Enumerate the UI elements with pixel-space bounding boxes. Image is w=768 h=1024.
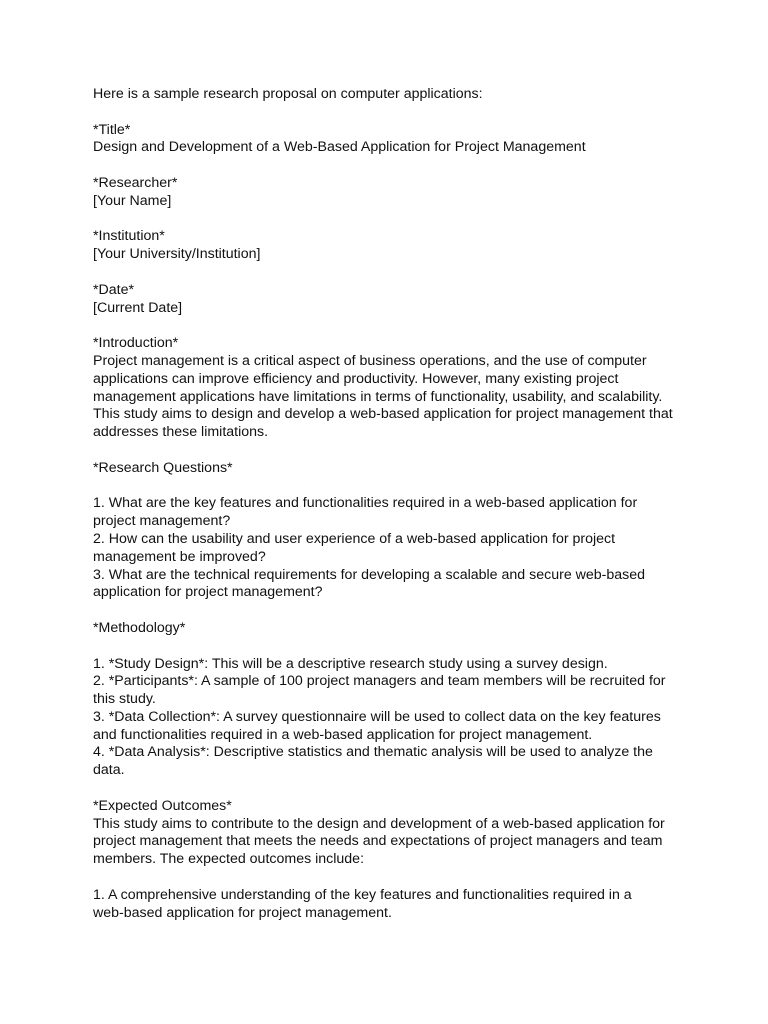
spacer	[93, 869, 693, 887]
expected-outcomes-line: project management that meets the needs and expectations of project managers and team	[93, 833, 663, 850]
spacer	[93, 264, 693, 282]
methodology-line: 3. *Data Collection*: A survey questionnaire will be used to collect data on the key features	[93, 708, 661, 725]
spacer	[93, 780, 693, 798]
introduction-line: This study aims to design and develop a web-based application for project management that	[93, 406, 673, 423]
introduction-line: applications can improve efficiency and productivity. However, many existing project	[93, 370, 619, 387]
spacer	[93, 478, 693, 496]
research-question-line: project management?	[93, 513, 231, 530]
research-question-line: 2. How can the usability and user experience of a web-based application for project	[93, 530, 616, 547]
date-heading: *Date*	[93, 281, 135, 298]
spacer	[93, 317, 693, 335]
research-question-line: management be improved?	[93, 548, 266, 565]
date-text: [Current Date]	[93, 299, 183, 316]
spacer	[93, 104, 693, 122]
researcher-heading: *Researcher*	[93, 174, 178, 191]
spacer	[93, 157, 693, 175]
research-question-line: 3. What are the technical requirements for developing a scalable and secure web-based	[93, 566, 646, 583]
research-question-line: application for project management?	[93, 584, 323, 601]
expected-outcomes-heading: *Expected Outcomes*	[93, 797, 232, 814]
methodology-line: 1. *Study Design*: This will be a descriptive research study using a survey design.	[93, 655, 608, 672]
expected-outcomes-line: members. The expected outcomes include:	[93, 851, 365, 868]
methodology-line: data.	[93, 762, 125, 779]
introduction-heading: *Introduction*	[93, 335, 179, 352]
document-body	[93, 86, 693, 922]
spacer	[93, 442, 693, 460]
research-question-line: 1. What are the key features and functionalities required in a web-based application for	[93, 495, 638, 512]
researcher-text: [Your Name]	[93, 192, 172, 209]
introduction-line: Project management is a critical aspect of business operations, and the use of computer	[93, 352, 647, 369]
introduction-line: management applications have limitations in terms of functionality, usability, and scalability.	[93, 388, 663, 405]
methodology-line: this study.	[93, 691, 156, 708]
outcome-list-line: web-based application for project management.	[93, 904, 392, 921]
spacer	[93, 211, 693, 229]
spacer	[93, 638, 693, 656]
outcome-list-line: 1. A comprehensive understanding of the key features and functionalities required in a	[93, 886, 632, 903]
institution-heading: *Institution*	[93, 228, 165, 245]
methodology-heading: *Methodology*	[93, 619, 186, 636]
title-heading: *Title*	[93, 121, 131, 138]
research-questions-heading: *Research Questions*	[93, 459, 233, 476]
methodology-line: 4. *Data Analysis*: Descriptive statistics and thematic analysis will be used to analyze the	[93, 744, 653, 761]
title-text: Design and Development of a Web-Based Application for Project Management	[93, 139, 586, 156]
spacer	[93, 602, 693, 620]
introduction-line: addresses these limitations.	[93, 424, 269, 441]
expected-outcomes-line: This study aims to contribute to the design and development of a web-based application for	[93, 815, 665, 832]
institution-text: [Your University/Institution]	[93, 246, 261, 263]
intro-text: Here is a sample research proposal on computer applications:	[93, 86, 483, 102]
methodology-line: 2. *Participants*: A sample of 100 project managers and team members will be recruited for	[93, 673, 666, 690]
methodology-line: and functionalities required in a web-based application for project management.	[93, 726, 593, 743]
